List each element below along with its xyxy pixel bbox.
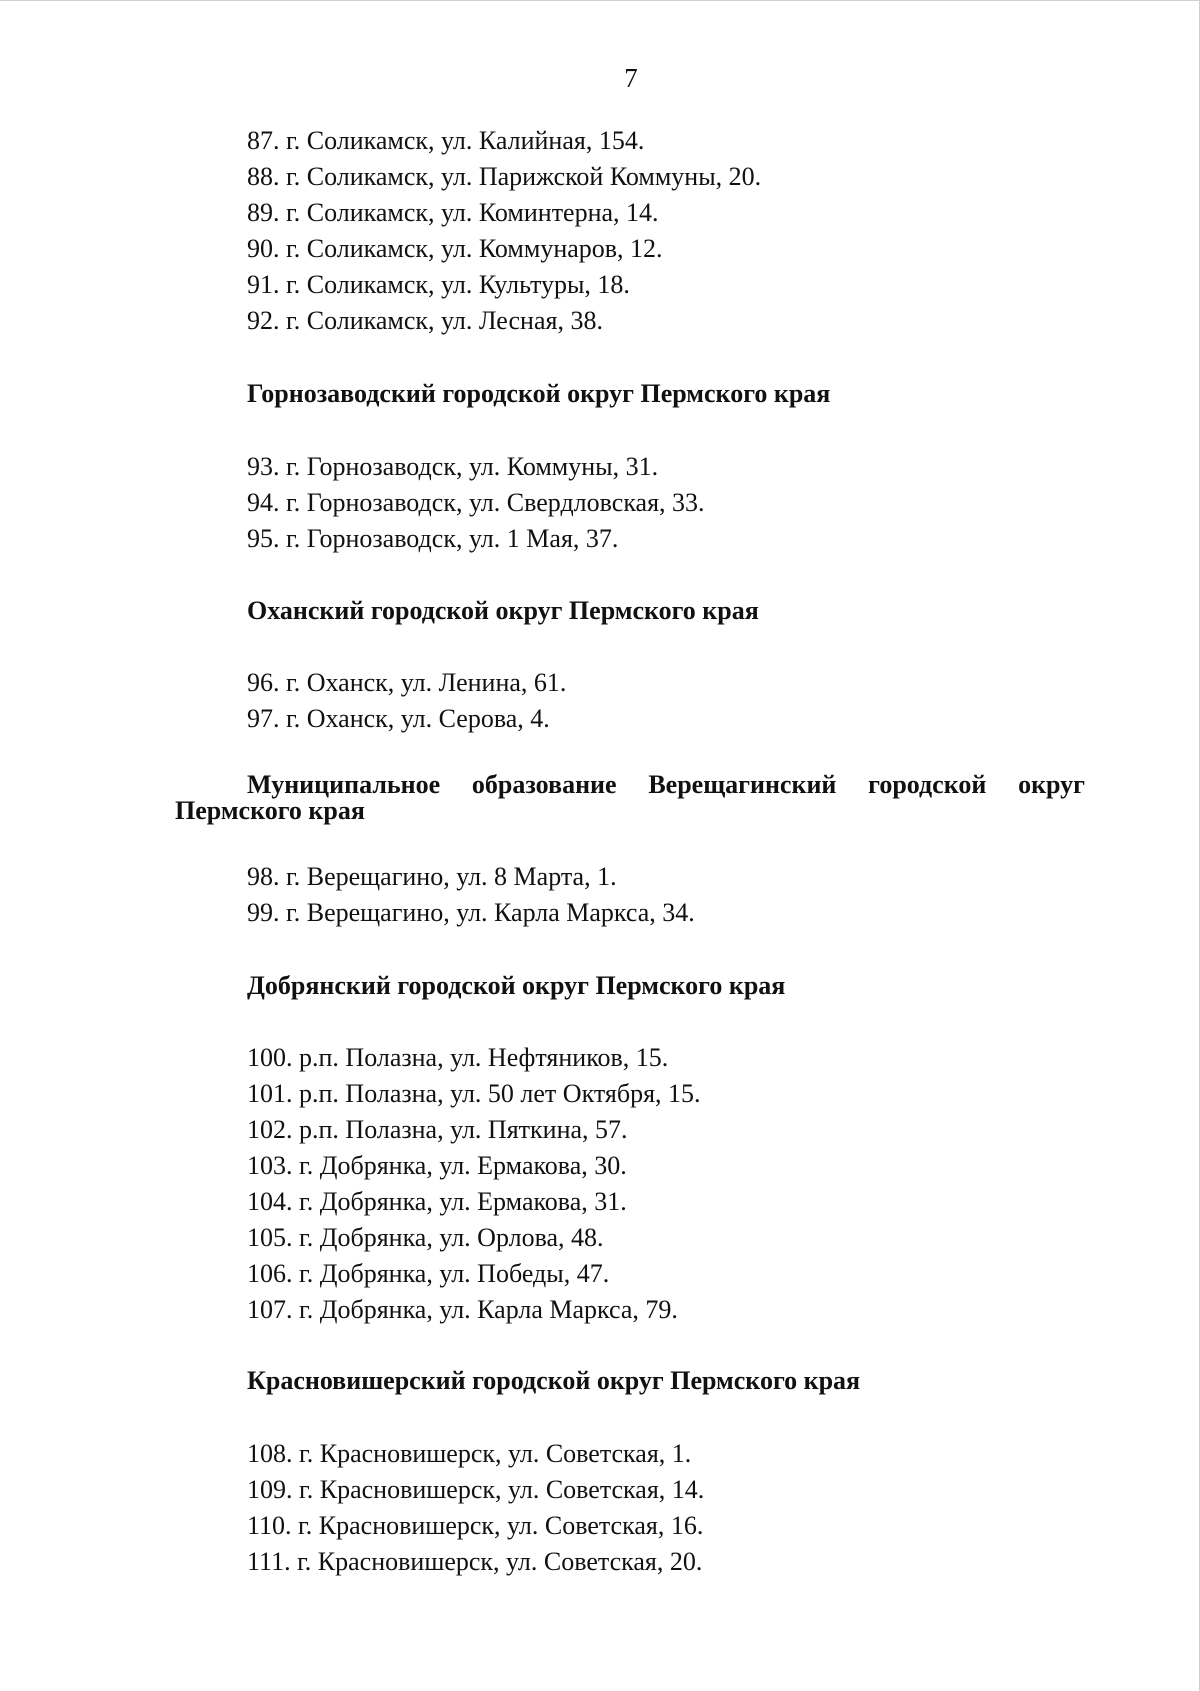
address-list (0, 665, 566, 737)
section-list-krasnovishersk (0, 1436, 704, 1580)
section-list-okhansk (0, 665, 566, 737)
list-item: 108. г. Красновишерск, ул. Советская, 1. (247, 1439, 692, 1468)
section-list-dobryanka (0, 1040, 701, 1328)
list-item: 111. г. Красновишерск, ул. Советская, 20. (247, 1547, 703, 1576)
list-item: 96. г. Оханск, ул. Ленина, 61. (247, 668, 567, 697)
list-item: 103. г. Добрянка, ул. Ермакова, 30. (247, 1151, 627, 1180)
list-item: 105. г. Добрянка, ул. Орлова, 48. (247, 1223, 604, 1252)
list-item: 110. г. Красновишерск, ул. Советская, 16. (247, 1511, 704, 1540)
list-item: 100. р.п. Полазна, ул. Нефтяников, 15. (247, 1043, 669, 1072)
section-heading: Оханский городской округ Пермского края (247, 596, 759, 625)
section-heading-vereshchagino (0, 767, 1085, 829)
section-heading-okhansk (0, 593, 759, 629)
list-item: 89. г. Соликамск, ул. Коминтерна, 14. (247, 198, 659, 227)
list-item: 104. г. Добрянка, ул. Ермакова, 31. (247, 1187, 627, 1216)
section-list-vereshchagino (0, 859, 695, 931)
list-item: 91. г. Соликамск, ул. Культуры, 18. (247, 270, 630, 299)
list-item: 101. р.п. Полазна, ул. 50 лет Октября, 15. (247, 1079, 701, 1108)
list-item: 92. г. Соликамск, ул. Лесная, 38. (247, 306, 603, 335)
intro-list (0, 123, 761, 339)
section-heading-line1: Муниципальное образование Верещагинский городской округ (247, 770, 1085, 799)
list-item: 102. р.п. Полазна, ул. Пяткина, 57. (247, 1115, 628, 1144)
section-heading: Горнозаводский городской округ Пермского края (247, 379, 831, 408)
list-item: 98. г. Верещагино, ул. 8 Марта, 1. (247, 862, 617, 891)
list-item: 109. г. Красновишерск, ул. Советская, 14. (247, 1475, 705, 1504)
section-heading (0, 767, 1085, 829)
address-list (0, 859, 695, 931)
section-heading-gornozavodsk (0, 376, 830, 412)
list-item: 97. г. Оханск, ул. Серова, 4. (247, 704, 550, 733)
address-list (0, 1436, 704, 1580)
list-item: 90. г. Соликамск, ул. Коммунаров, 12. (247, 234, 663, 263)
list-item: 107. г. Добрянка, ул. Карла Маркса, 79. (247, 1295, 678, 1324)
section-list-gornozavodsk (0, 449, 705, 557)
section-heading-line2: Пермского края (175, 796, 365, 825)
address-list (0, 449, 705, 557)
section-heading: Добрянский городской округ Пермского края (247, 971, 786, 1000)
list-item: 99. г. Верещагино, ул. Карла Маркса, 34. (247, 898, 695, 927)
list-item: 93. г. Горнозаводск, ул. Коммуны, 31. (247, 452, 659, 481)
list-item: 87. г. Соликамск, ул. Калийная, 154. (247, 126, 645, 155)
section-heading-dobryanka (0, 968, 785, 1004)
address-list (0, 123, 761, 339)
list-item: 88. г. Соликамск, ул. Парижской Коммуны, 20. (247, 162, 762, 191)
page-number: 7 (624, 63, 638, 93)
list-item: 95. г. Горнозаводск, ул. 1 Мая, 37. (247, 524, 619, 553)
list-item: 106. г. Добрянка, ул. Победы, 47. (247, 1259, 610, 1288)
address-list (0, 1040, 701, 1328)
section-heading: Красновишерский городской округ Пермского края (247, 1366, 861, 1395)
section-heading-krasnovishersk (0, 1363, 860, 1399)
list-item: 94. г. Горнозаводск, ул. Свердловская, 33. (247, 488, 705, 517)
